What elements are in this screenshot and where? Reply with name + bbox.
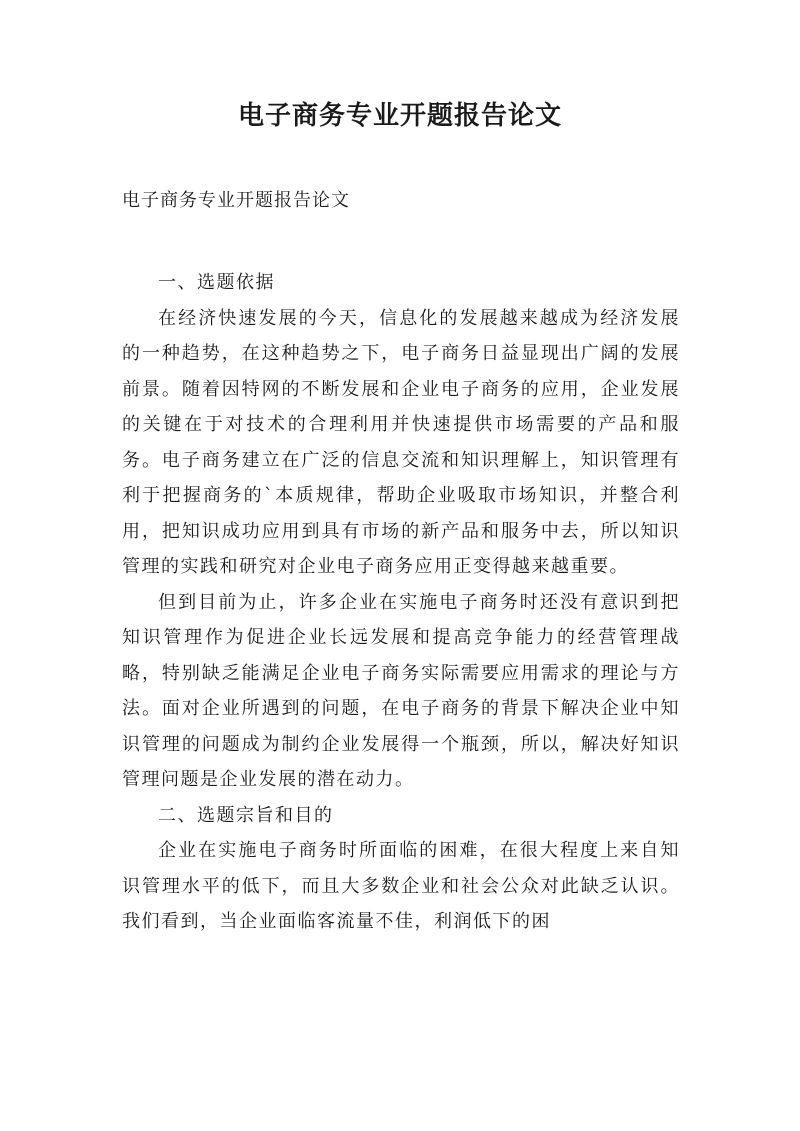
- document-subtitle: 电子商务专业开题报告论文: [122, 190, 350, 211]
- paragraph: 企业在实施电子商务时所面临的困难，在很大程度上来自知识管理水平的低下，而且大多数企业和社会公众对此缺乏认识。我们看到，当企业面临客流量不佳，利润低下的困: [122, 840, 680, 932]
- section-heading-2: 二、选题宗旨和目的: [158, 804, 334, 826]
- document-title: 电子商务专业开题报告论文: [237, 101, 562, 131]
- paragraph: 在经济快速发展的今天，信息化的发展越来越成为经济发展的一种趋势，在这种趋势之下，电子商务日益显现出广阔的发展前景。随着因特网的不断发展和企业电子商务的应用，企业发展的关键在于对技术的合理利用并快速提供市场需要的产品和服务。电子商务建立在广泛的信息交流和知识理解上，知识管理有利于把握商务的`本质规律，帮助企业吸取市场知识，并整合利用，把知识成功应用到具有市场的新产品和服务中去，所以知识管理的实践和研究对企业电子商务应用正变得越来越重要。: [122, 307, 680, 577]
- document-body: [122, 265, 680, 940]
- section-heading-1: 一、选题依据: [158, 272, 275, 293]
- paragraph: 但到目前为止，许多企业在实施电子商务时还没有意识到把知识管理作为促进企业长远发展和提高竞争能力的经营管理战略，特别缺乏能满足企业电子商务实际需要应用需求的理论与方法。面对企业所遇到的问题，在电子商务的背景下解决企业中知识管理的问题成为制约企业发展得一个瓶颈，所以，解决好知识管理问题是企业发展的潜在动力。: [122, 591, 680, 790]
